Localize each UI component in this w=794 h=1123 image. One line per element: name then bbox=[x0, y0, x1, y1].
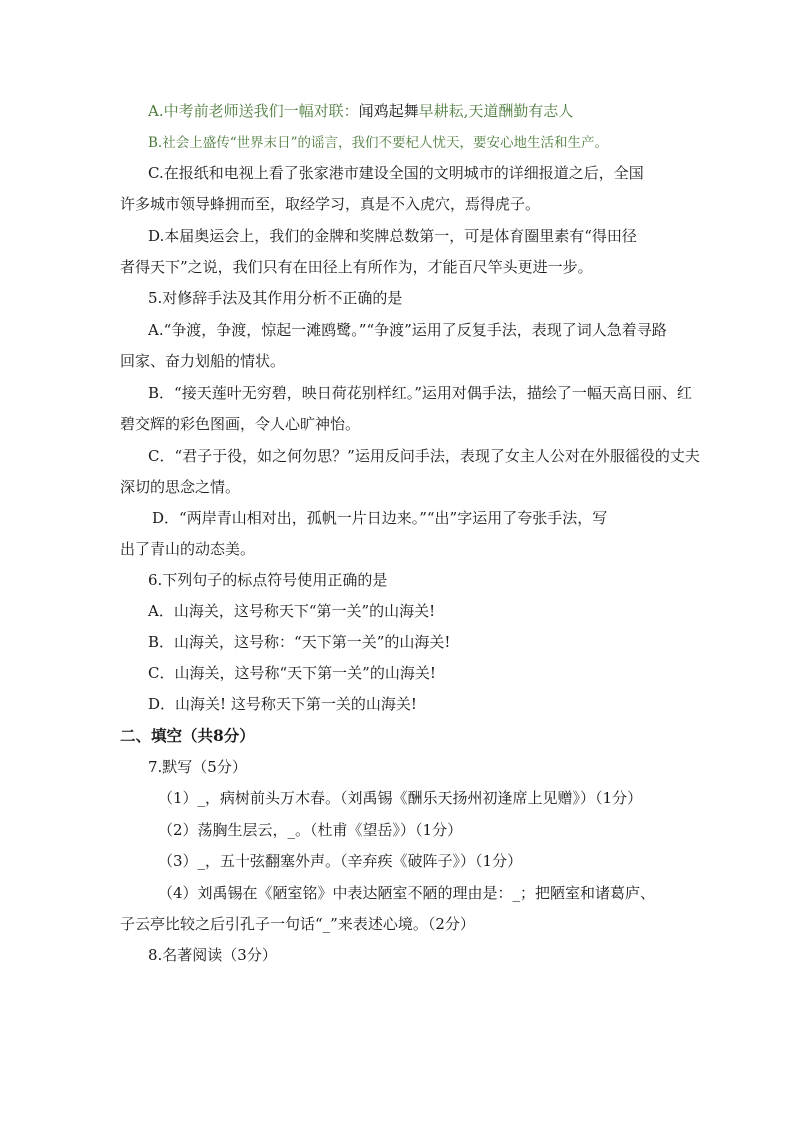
q7-item-3: （3）_，五十弦翻塞外声。（辛弃疾《破阵子》）（1分） bbox=[158, 852, 523, 870]
q6-option-a: A．山海关，这号称天下“第一关”的山海关! bbox=[148, 602, 436, 620]
option-b-doomsday: B.社会上盛传“世界末日”的谣言，我们不要杞人忧天，要安心地生活和生产。 bbox=[148, 135, 609, 151]
q6-option-b: B．山海关，这号称：“天下第一关”的山海关! bbox=[148, 633, 451, 651]
q7-item-4-line1: （4）刘禹锡在《陋室铭》中表达陋室不陋的理由是：_；把陋室和诸葛庐、 bbox=[158, 884, 656, 902]
question-6-title: 6.下列句子的标点符号使用正确的是 bbox=[148, 571, 388, 589]
q7-item-2: （2）荡胸生层云，_。（杜甫《望岳》）（1分） bbox=[158, 821, 463, 839]
question-7-title: 7.默写（5分） bbox=[148, 758, 247, 776]
question-8-title: 8.名著阅读（3分） bbox=[148, 946, 277, 964]
q7-item-4-line2: 子云亭比较之后引孔子一句话“_”来表述心境。（2分） bbox=[120, 915, 475, 933]
q6-option-c: C．山海关，这号称“天下第一关”的山海关! bbox=[148, 664, 436, 682]
q5-option-a-line2: 回家、奋力划船的情状。 bbox=[120, 352, 286, 370]
q5-option-b-line1: B．“接天莲叶无穷碧，映日荷花别样红。”运用对偶手法，描绘了一幅天高日丽、红 bbox=[148, 384, 692, 402]
question-5-title: 5.对修辞手法及其作用分析不正确的是 bbox=[148, 289, 403, 307]
q5-option-c-line1: C．“君子于役，如之何勿思？”运用反问手法，表现了女主人公对在外服徭役的丈夫 bbox=[148, 447, 700, 465]
q7-item-1: （1）_，病树前头万木春。（刘禹锡《酬乐天扬州初逢席上见赠》）（1分） bbox=[158, 789, 643, 807]
q5-option-c-line2: 深切的思念之情。 bbox=[120, 478, 241, 496]
q5-option-d-line2: 出了青山的动态美。 bbox=[120, 540, 256, 558]
option-a-intro: A.中考前老师送我们一幅对联： bbox=[148, 102, 359, 120]
option-c-line2: 许多城市领导蜂拥而至，取经学习，真是不入虎穴，焉得虎子。 bbox=[120, 195, 541, 213]
option-c-line1: C.在报纸和电视上看了张家港市建设全国的文明城市的详细报道之后，全国 bbox=[148, 164, 644, 182]
section-2-heading: 二、填空（共8分） bbox=[120, 726, 255, 745]
q5-option-b-line2: 碧交辉的彩色图画，令人心旷神怡。 bbox=[120, 415, 361, 433]
q5-option-a-line1: A.“争渡，争渡，惊起一滩鸥鹭。”“争渡”运用了反复手法，表现了词人急着寻路 bbox=[148, 321, 667, 339]
option-d-line1: D.本届奥运会上，我们的金牌和奖牌总数第一，可是体育圈里素有“得田径 bbox=[148, 227, 637, 245]
q5-option-d-line1: D．“两岸青山相对出，孤帆一片日边来。”“出”字运用了夸张手法，写 bbox=[152, 509, 608, 527]
option-a-idiom: 闻鸡起舞 bbox=[358, 102, 419, 120]
option-a-couplet bbox=[148, 101, 573, 121]
option-d-line2: 者得天下”之说，我们只有在田径上有所作为，才能百尺竿头更进一步。 bbox=[120, 258, 593, 276]
option-a-rest: 早耕耘,天道酬勤有志人 bbox=[418, 102, 574, 120]
q6-option-d: D．山海关! 这号称天下第一关的山海关! bbox=[148, 695, 417, 713]
